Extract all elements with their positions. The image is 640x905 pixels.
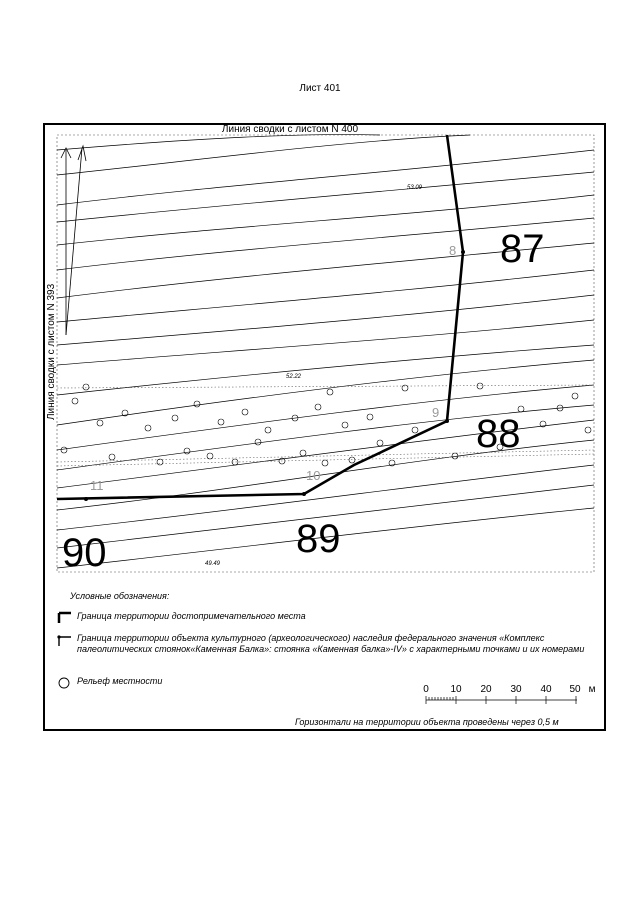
legend-item bbox=[57, 611, 306, 625]
boundary-point-label: 11 bbox=[90, 478, 104, 493]
scale-tick: 40 bbox=[540, 684, 552, 695]
boundary-point-label: 10 bbox=[306, 468, 321, 483]
scale-tick: 0 bbox=[423, 684, 429, 695]
scale-tick: 50 bbox=[569, 684, 581, 695]
contour-interval-note: Горизонтали на территории объекта проведены через 0,5 м bbox=[295, 717, 559, 727]
scale-unit: м bbox=[588, 684, 596, 695]
scale-tick: 20 bbox=[480, 684, 492, 695]
contour-lines bbox=[57, 135, 594, 568]
top-junction-label: Линия сводки с листом N 400 bbox=[221, 124, 359, 135]
thick-boundary-icon bbox=[57, 611, 77, 625]
legend-item bbox=[57, 676, 162, 690]
site-number: 87 bbox=[500, 227, 545, 271]
contour-label: 49.49 bbox=[205, 561, 221, 567]
scale-tick: 30 bbox=[510, 684, 522, 695]
legend-title: Условные обозначения: bbox=[70, 591, 170, 601]
relief-circle-icon bbox=[57, 676, 77, 690]
legend-text: Граница территории объекта культурного (археологического) наследия федерального значения «Комплекс палеолитических стоянок«Каменная Балка»: стоянка «Каменная балка»-IV» с характерными точками и их номерами bbox=[77, 633, 585, 654]
left-junction-label: Линия сводки с листом N 393 bbox=[46, 283, 57, 420]
site-number: 90 bbox=[62, 531, 107, 575]
boundary-point-label: 8 bbox=[449, 243, 457, 258]
contour-label: 52.22 bbox=[286, 374, 302, 380]
contour-label: 53.09 bbox=[407, 185, 423, 191]
legend-item bbox=[57, 633, 602, 655]
site-number: 89 bbox=[296, 517, 341, 561]
map-inner-border bbox=[57, 135, 594, 572]
legend-text: Рельеф местности bbox=[77, 676, 163, 686]
legend-text: Граница территории достопримечательного места bbox=[77, 611, 306, 621]
site-number: 88 bbox=[476, 412, 521, 456]
thin-boundary-icon bbox=[57, 633, 77, 647]
scale-bar bbox=[426, 696, 577, 704]
boundary-point-label: 9 bbox=[432, 405, 440, 420]
scale-tick: 10 bbox=[450, 684, 462, 695]
sheet-title: Лист 401 bbox=[299, 83, 341, 94]
